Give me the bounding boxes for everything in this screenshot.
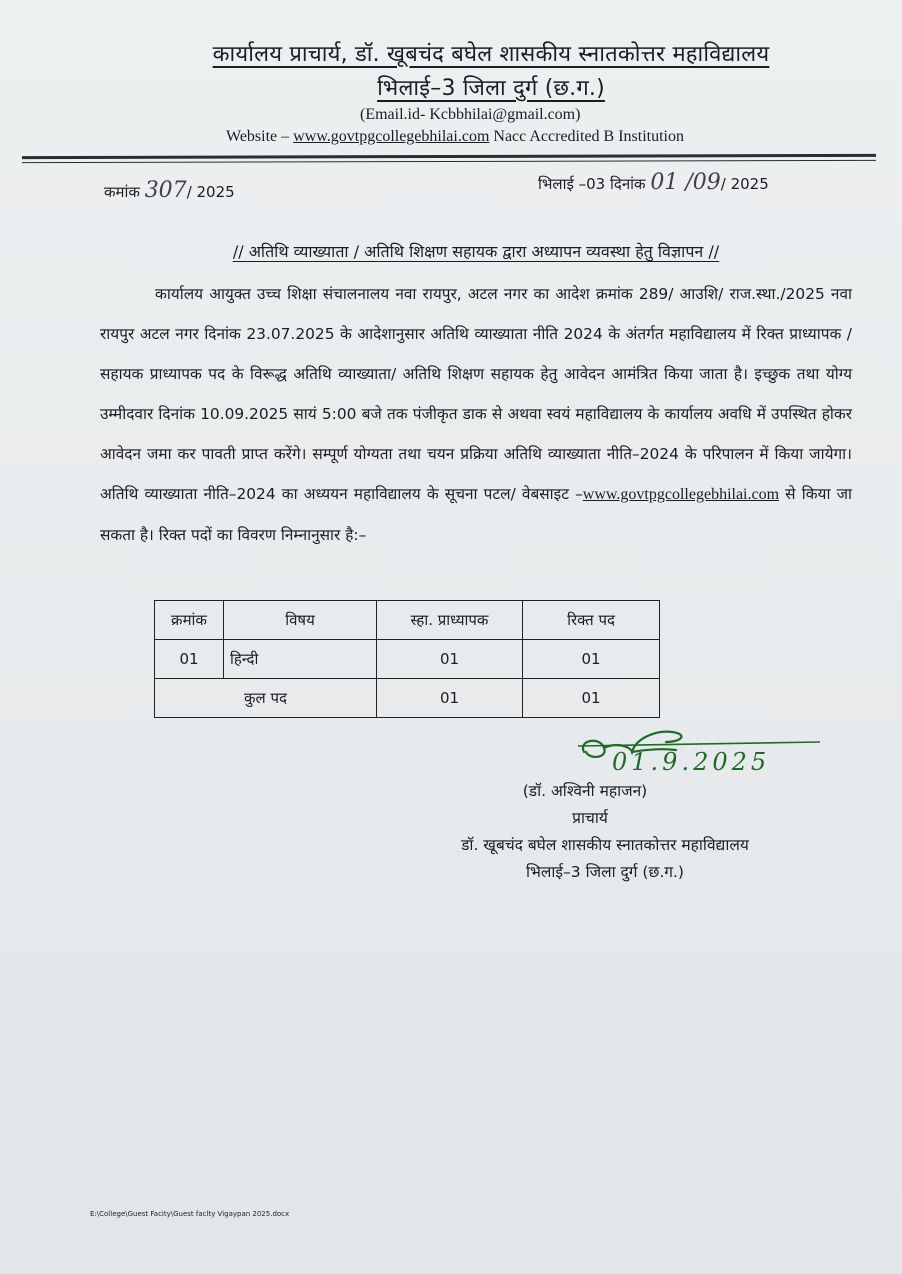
cell-total-vacant: 01	[523, 679, 660, 718]
website-label: Website –	[226, 128, 290, 145]
accreditation: Nacc Accredited B Institution	[493, 128, 684, 145]
date-handwritten: 01 /09	[650, 170, 721, 195]
cell-serial: 01	[155, 640, 224, 679]
cell-posts: 01	[377, 640, 523, 679]
date-year: / 2025	[720, 175, 769, 193]
office-location: भिलाई–3 जिला दुर्ग (छ.ग.)	[377, 76, 605, 101]
header-post: स्हा. प्राध्यापक	[377, 601, 523, 640]
file-path: E:\College\Guest Facity\Guest faclty Vigaypan 2025.docx	[90, 1210, 290, 1218]
reference-number	[104, 178, 235, 203]
signatory-designation: प्राचार्य	[572, 809, 608, 827]
table-header-row	[155, 601, 660, 640]
signatory-location: भिलाई–3 जिला दुर्ग (छ.ग.)	[526, 863, 684, 881]
body-text: कार्यालय आयुक्त उच्च शिक्षा संचालनालय नवा रायपुर, अटल नगर का आदेश क्रमांक 289/ आउशि/ राज.स्था./2025 नवा रायपुर अटल नगर दिनांक 23.07.2025 के आदेशानुसार अतिथि व्याख्याता नीति 2024 के अंतर्गत महाविद्यालय में रिक्त प्राध्यापक / सहायक प्राध्यापक पद के विरूद्ध अतिथि व्याख्याता/ अतिथि शिक्षण सहायक हेतु आवेदन आमंत्रित किया जाता है। इच्छुक तथा योग्य उम्मीदवार दिनांक 10.09.2025 सायं 5:00 बजे तक पंजीकृत डाक से अथवा स्वयं महाविद्यालय के कार्यालय अवधि में उपस्थित होकर आवेदन जमा कर पावती प्राप्त करेंगे। सम्पूर्ण योग्यता तथा चयन प्रक्रिया अतिथि व्याख्याता नीति–2024 के परिपालन में किया जायेगा। अतिथि व्याख्याता नीति–2024 का अध्ययन महाविद्यालय के सूचना पटल/ वेबसाइट –	[100, 285, 852, 503]
place-date-label: भिलाई –03 दिनांक	[538, 175, 646, 193]
vacancy-table	[154, 600, 660, 718]
cell-subject: हिन्दी	[224, 640, 377, 679]
body-website-link[interactable]: www.govtpgcollegebhilai.com	[582, 486, 780, 503]
website-link[interactable]: www.govtpgcollegebhilai.com	[293, 128, 490, 145]
signatory-name: (डॉ. अश्विनी महाजन)	[522, 782, 648, 800]
header-rule-thin	[22, 160, 876, 163]
signature-date: 01.9.2025	[612, 748, 771, 776]
notice-body	[100, 274, 852, 555]
signatory-college: डॉ. खूबचंद बघेल शासकीय स्नातकोत्तर महाविद्यालय	[461, 836, 749, 854]
email-line: (Email.id- Kcbbhilai@gmail.com)	[360, 106, 581, 123]
table-row	[155, 640, 660, 679]
office-title: कार्यालय प्राचार्य, डॉ. खूबचंद बघेल शासकीय स्नातकोत्तर महाविद्यालय	[212, 42, 770, 67]
cell-vacant: 01	[523, 640, 660, 679]
signatory-block	[420, 778, 790, 886]
place-date	[538, 170, 769, 195]
cell-total-label: कुल पद	[155, 679, 377, 718]
cell-total-posts: 01	[377, 679, 523, 718]
notice-subject: // अतिथि व्याख्याता / अतिथि शिक्षण सहायक द्वारा अध्यापन व्यवस्था हेतु विज्ञापन //	[232, 242, 720, 261]
header-vacant: रिक्त पद	[523, 601, 660, 640]
header-vishay: विषय	[224, 601, 377, 640]
kramank-label: कमांक	[104, 183, 140, 201]
kramank-handwritten: 307	[144, 178, 187, 203]
header-rule-thick	[22, 154, 876, 159]
kramank-year: / 2025	[186, 183, 235, 201]
website-line	[226, 128, 684, 146]
handwritten-signature	[570, 712, 850, 782]
header-kramank: क्रमांक	[155, 601, 224, 640]
body-text-end: से किया जा सकता है। रिक्त पदों का विवरण निम्नानुसार है:–	[100, 485, 852, 544]
